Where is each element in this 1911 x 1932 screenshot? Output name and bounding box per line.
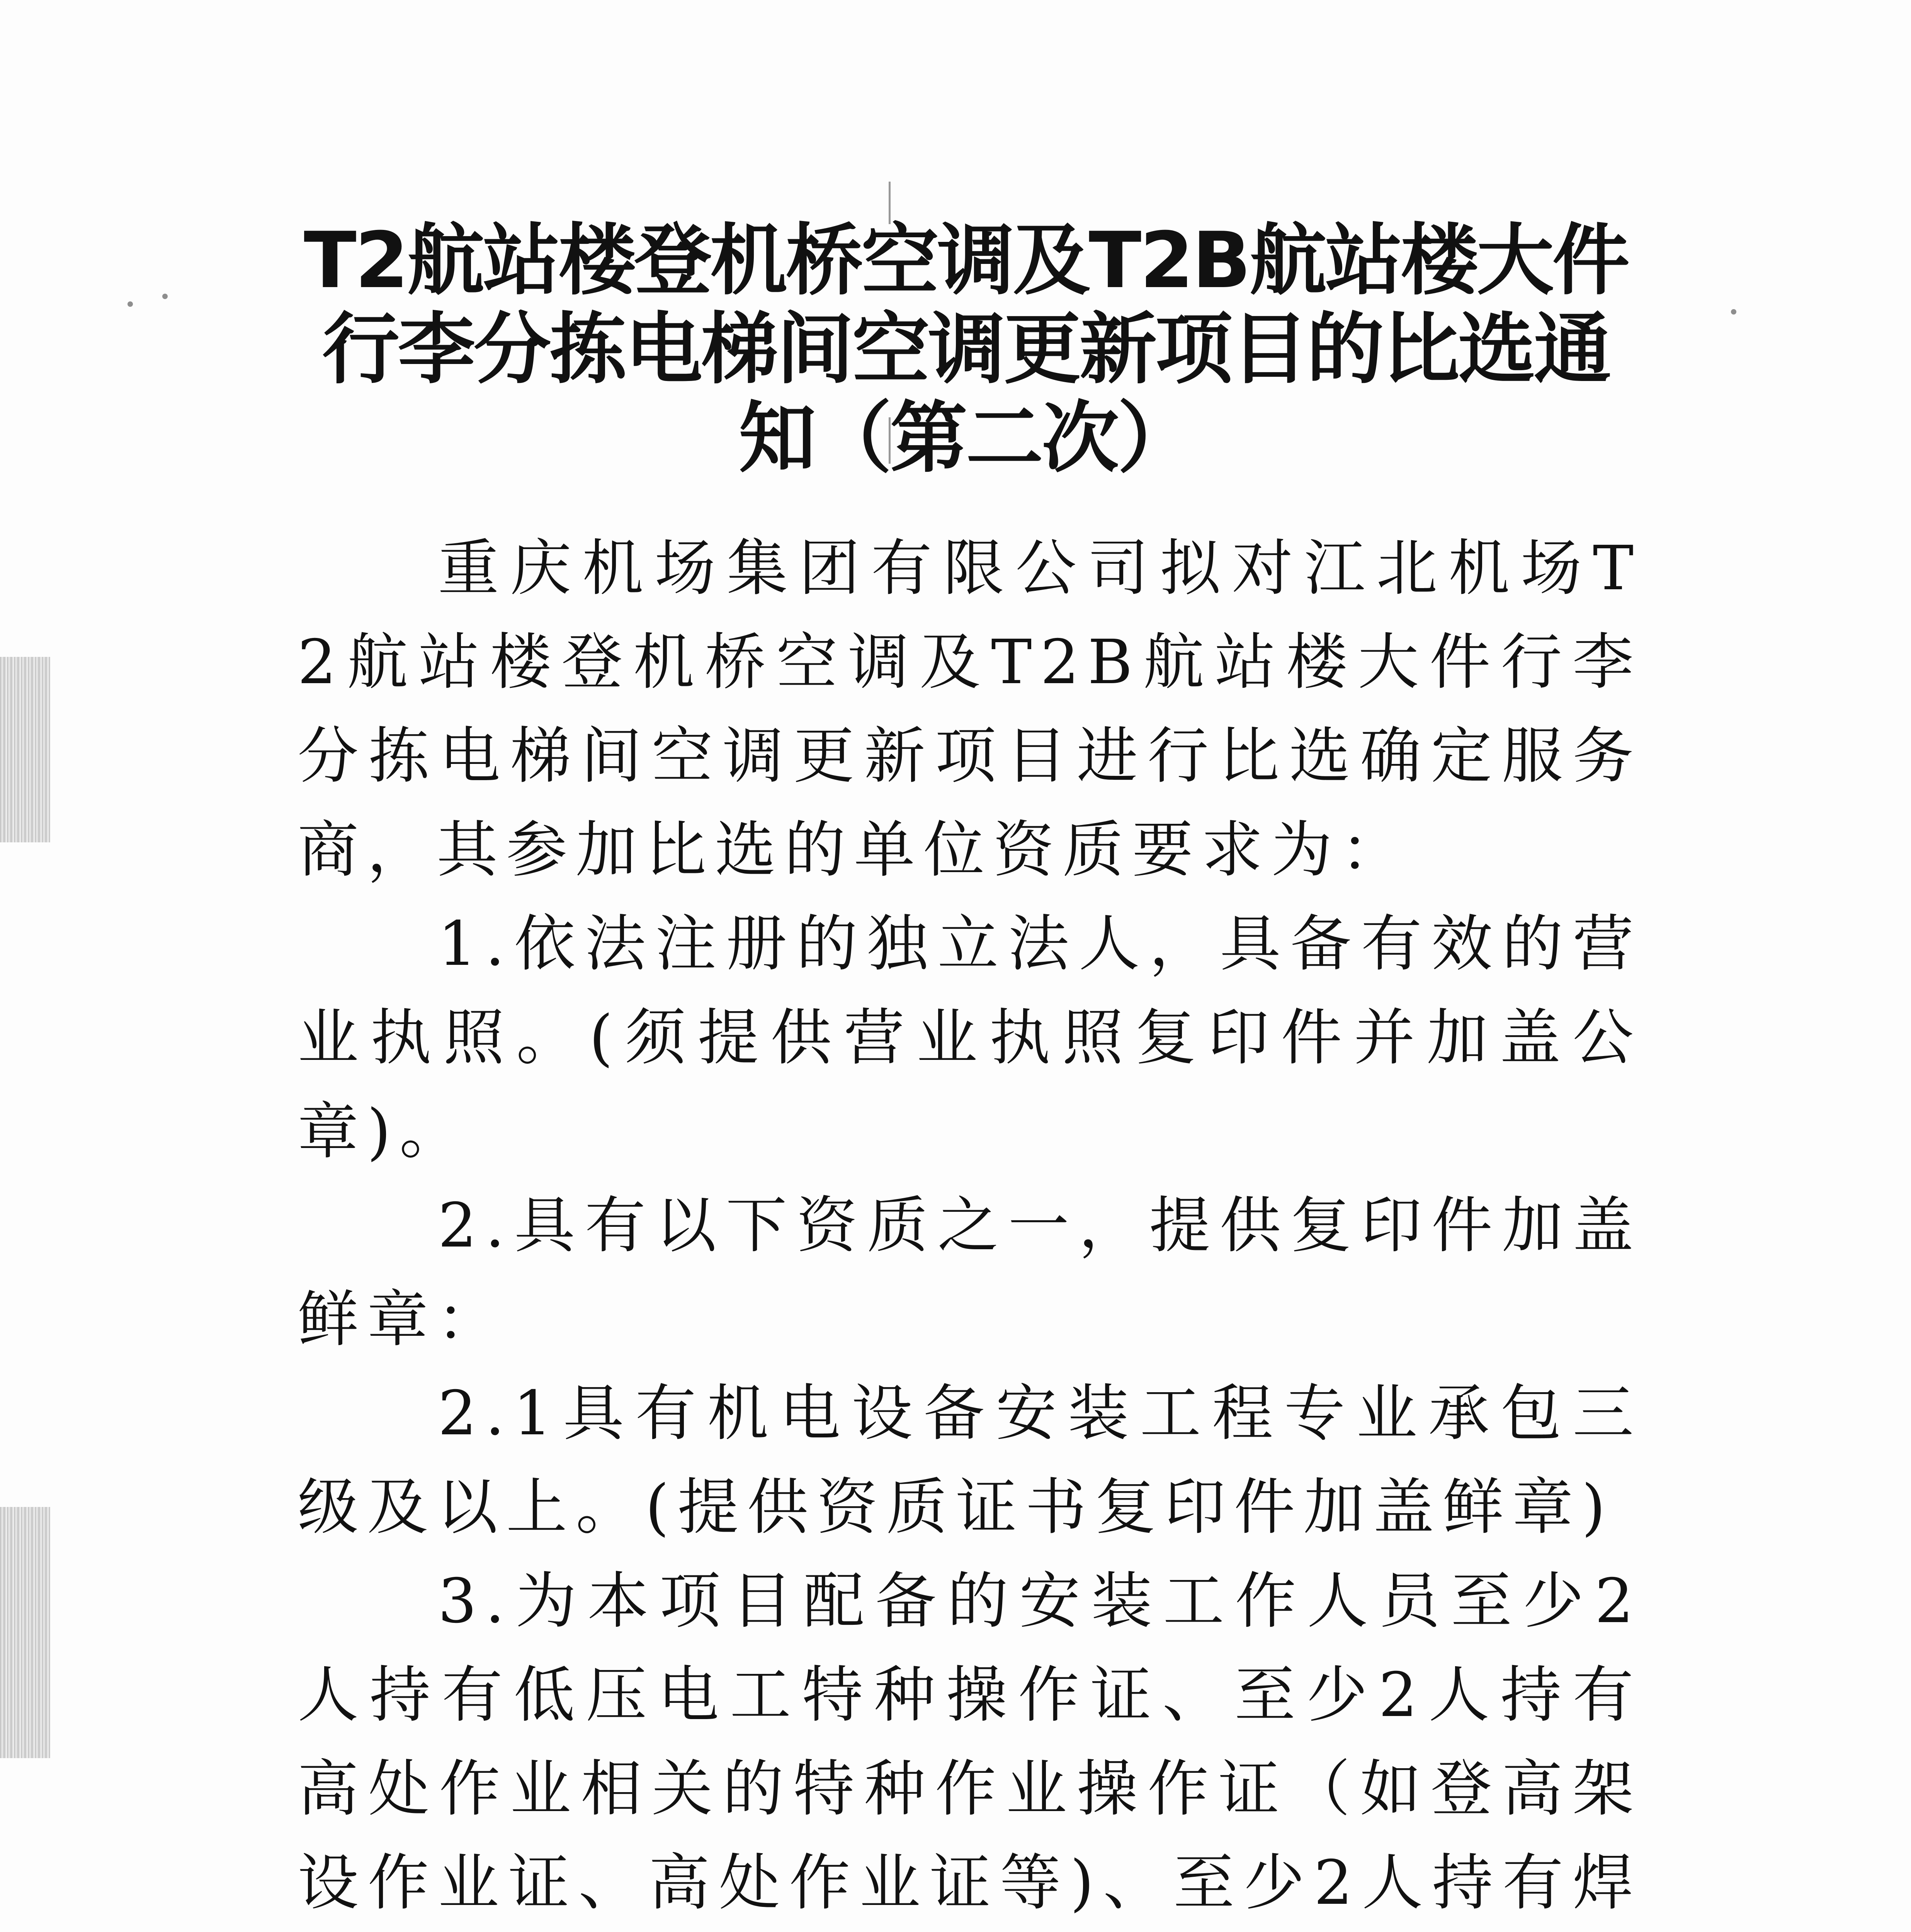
intro-paragraph: 重庆机场集团有限公司拟对江北机场T2航站楼登机桥空调及T2B航站楼大件行李分拣电梯间空调更新项目进行比选确定服务商，其参加比选的单位资质要求为： bbox=[298, 533, 1642, 886]
scan-smudge bbox=[0, 657, 50, 842]
requirement-2: 2.具有以下资质之一，提供复印件加盖鲜章： bbox=[298, 1190, 1642, 1355]
document-body bbox=[298, 522, 1642, 1932]
requirement-2-1: 2.1具有机电设备安装工程专业承包三级及以上。(提供资质证书复印件加盖鲜章) bbox=[298, 1378, 1642, 1543]
scan-smudge bbox=[0, 1507, 50, 1758]
document-title: T2航站楼登机桥空调及T2B航站楼大件行李分拣电梯间空调更新项目的比选通知（第二次） bbox=[304, 216, 1628, 483]
requirement-1: 1.依法注册的独立法人，具备有效的营业执照。(须提供营业执照复印件并加盖公章)。 bbox=[298, 908, 1642, 1167]
scan-speck bbox=[162, 294, 168, 299]
scan-speck bbox=[1731, 309, 1736, 315]
requirement-3: 3.为本项目配备的安装工作人员至少2人持有低压电工特种操作证、至少2人持有高处作业相关的特种作业操作证（如登高架设作业证、高处作业证等)、至少2人持有焊 bbox=[298, 1566, 1642, 1918]
scan-speck bbox=[128, 301, 133, 307]
